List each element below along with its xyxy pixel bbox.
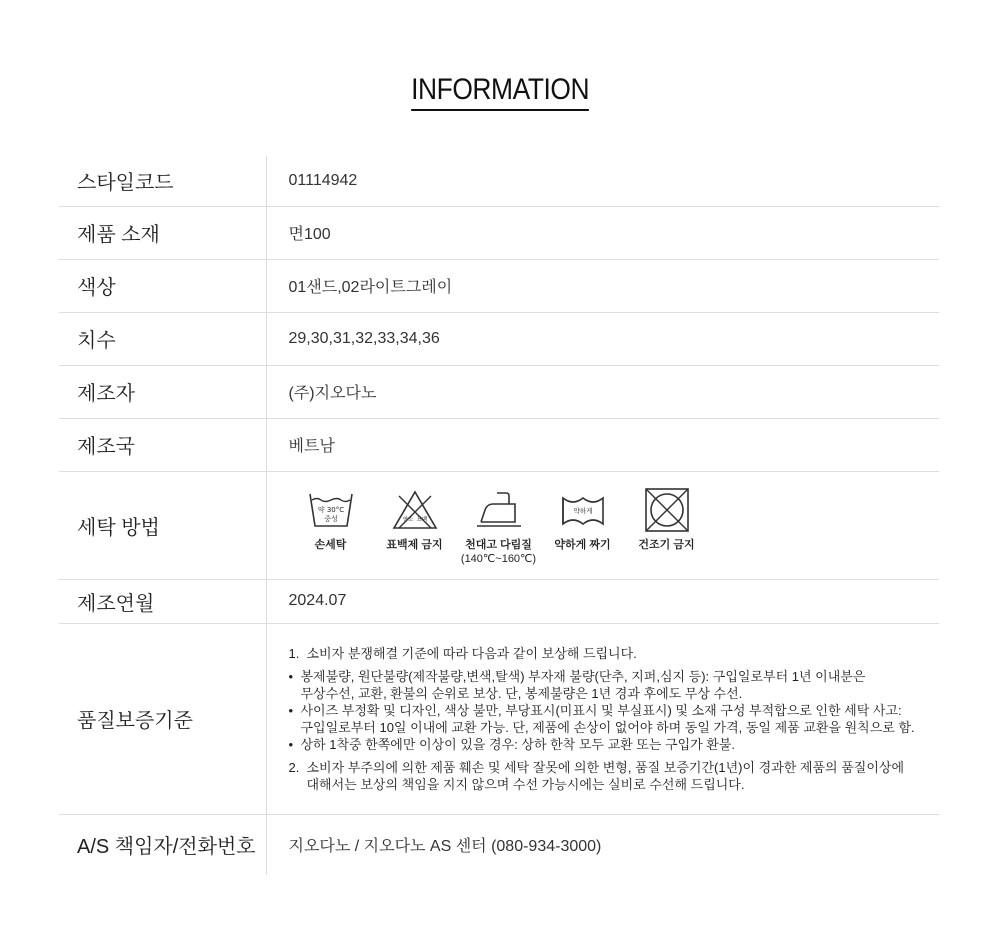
row-value: 베트남	[288, 438, 335, 455]
table-row-as	[59, 814, 939, 875]
item-number: 2.	[288, 759, 300, 775]
table-row-size	[59, 312, 939, 365]
row-label: A/S 책임자/전화번호	[59, 814, 266, 875]
wash-sub-label: (140℃~160℃)	[460, 553, 537, 565]
hand-wash-neutral-text: 중성	[323, 515, 338, 523]
spec-table	[59, 156, 939, 875]
row-label: 색상	[59, 259, 266, 312]
no-bleach-icon	[391, 488, 439, 532]
wash-item-wring	[541, 488, 625, 552]
wash-label: 천대고 다림질	[465, 539, 532, 551]
bullet-line: 무상수선, 교환, 환불의 순위로 보상. 단, 봉제불량은 1년 경과 후에도 무상 수선.	[300, 685, 743, 701]
iron-with-cloth-icon	[475, 488, 523, 532]
title-wrap	[0, 72, 1000, 111]
bullet-line: 구입일로부터 10일 이내에 교환 가능. 단, 제품에 손상이 없어야 하며 동일 가격, 동일 제품 교환을 원칙으로 함.	[300, 719, 915, 735]
quality-bullet	[289, 702, 940, 736]
quality-bullets	[289, 668, 940, 753]
row-label: 제품 소재	[59, 206, 266, 259]
bullet-line: 상하 1착중 한쪽에만 이상이 있을 경우: 상하 한착 모두 교환 또는 구입가 환불.	[300, 736, 736, 752]
row-value: 29,30,31,32,33,34,36	[288, 329, 440, 347]
table-row-wash	[59, 471, 939, 579]
bullet-line: 사이즈 부정확 및 디자인, 색상 불만, 부당표시(미표시 및 부실표시) 및 소재 구성 부적합으로 인한 세탁 사고:	[300, 702, 902, 718]
bleach-text-2: 표백	[416, 517, 427, 523]
wash-item-hand-wash	[289, 488, 373, 552]
wash-item-no-bleach	[373, 488, 457, 552]
table-row-country	[59, 418, 939, 471]
row-label: 스타일코드	[59, 156, 266, 206]
row-label: 세탁 방법	[59, 471, 266, 579]
row-label: 제조자	[59, 365, 266, 418]
row-label: 치수	[59, 312, 266, 365]
row-label: 제조국	[59, 418, 266, 471]
quality-bullet	[289, 736, 940, 753]
row-label: 제조연월	[59, 579, 266, 623]
item-number: 1.	[288, 645, 300, 661]
row-value: 01샌드,02라이트그레이	[288, 279, 453, 296]
table-row-material	[59, 206, 939, 259]
hand-wash-icon	[307, 488, 355, 532]
bullet-dot: •	[288, 736, 294, 752]
wash-label: 손세탁	[314, 539, 347, 551]
item-text: 소비자 분쟁해결 기준에 따라 다음과 같이 보상해 드립니다.	[306, 645, 637, 661]
bullet-line: 봉제불량, 원단불량(제작불량,변색,탈색) 부자재 불량(단추, 지퍼,심지 등): 구입일로부터 1년 이내분은	[300, 668, 866, 684]
bleach-text-1: 염소	[402, 517, 413, 523]
wash-item-iron	[457, 488, 541, 566]
table-row-date	[59, 579, 939, 623]
row-value	[266, 471, 939, 579]
wring-text: 약하게	[573, 507, 592, 515]
table-row-color	[59, 259, 939, 312]
quality-item-2	[289, 759, 940, 793]
page-title: INFORMATION	[411, 72, 589, 111]
row-value	[266, 623, 939, 814]
bullet-dot: •	[288, 702, 294, 718]
wash-label: 표백제 금지	[386, 539, 443, 551]
quality-bullet	[289, 668, 940, 702]
quality-text	[289, 645, 940, 793]
table-row-style-code	[59, 156, 939, 206]
row-label: 품질보증기준	[59, 623, 266, 814]
table-row-quality	[59, 623, 939, 814]
wash-label: 건조기 금지	[638, 539, 695, 551]
item-line: 소비자 부주의에 의한 제품 훼손 및 세탁 잘못에 의한 변형, 품질 보증기간(1년)이 경과한 제품의 품질이상에	[306, 759, 905, 775]
wash-icons	[289, 488, 940, 566]
row-value: 01114942	[288, 171, 358, 189]
table-row-maker	[59, 365, 939, 418]
wash-label: 약하게 짜기	[554, 539, 611, 551]
wash-item-no-dryer	[625, 488, 709, 552]
row-value: 면100	[288, 226, 331, 243]
item-line: 대해서는 보상의 책임을 지지 않으며 수선 가능시에는 실비로 수선해 드립니다.	[306, 776, 745, 792]
row-value: 2024.07	[288, 592, 347, 609]
row-value: 지오다노 / 지오다노 AS 센터 (080-934-3000)	[288, 838, 602, 856]
quality-item-1	[289, 645, 940, 662]
bullet-dot: •	[288, 668, 294, 684]
hand-wash-temp-text: 약 30°C	[317, 506, 344, 514]
gentle-wring-icon	[559, 488, 607, 532]
row-value: (주)지오다노	[288, 385, 377, 402]
no-tumble-dry-icon	[643, 488, 691, 532]
